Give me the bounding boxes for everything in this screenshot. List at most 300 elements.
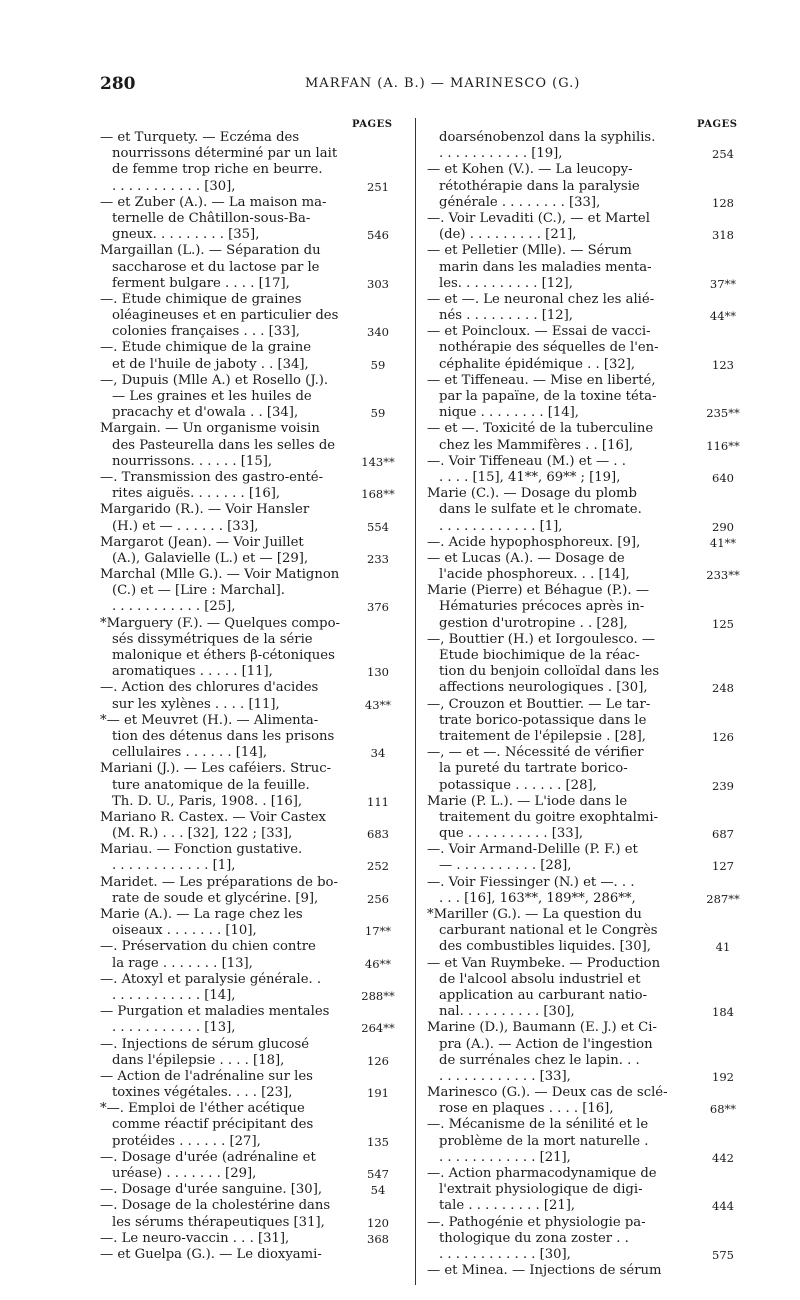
page-reference: 368 [367, 1231, 389, 1246]
entry-text: Marie (Pierre) et Béhague (P.). — [427, 583, 650, 599]
index-entry-line [427, 405, 752, 421]
index-entry-line [427, 810, 752, 826]
index-entry-line [427, 195, 752, 211]
entry-text: — et Minea. — Injections de sérum [427, 1263, 662, 1279]
entry-text: gestion d'urotropine . . [28], [439, 615, 628, 631]
entry-text: —. Acide hypophosphoreux. [9], [427, 534, 641, 550]
entry-text: —. Voir Levaditi (C.), — et Martel [427, 210, 650, 226]
page-reference: 318 [712, 228, 734, 243]
index-entry-line [100, 373, 405, 389]
index-entry-line [100, 923, 405, 939]
index-entry-line [100, 486, 405, 502]
index-entry-line [100, 858, 405, 874]
index-entry-line [100, 826, 405, 842]
index-entry-line [100, 875, 405, 891]
index-entry-line [427, 292, 752, 308]
entry-text: pra (A.). — Action de l'ingestion [439, 1036, 653, 1052]
page-reference: 264** [361, 1021, 395, 1036]
entry-text: rétothérapie dans la paralysie [439, 178, 640, 194]
entry-text: de surrénales chez le lapin. . . [439, 1052, 640, 1068]
index-column-left [100, 130, 405, 1290]
index-entry-line [427, 519, 752, 535]
index-entry-line [427, 729, 752, 745]
entry-text: que . . . . . . . . . . [33], [439, 826, 584, 842]
entry-text: — et Guelpa (G.). — Le dioxyami- [100, 1246, 322, 1262]
index-entry-line [100, 842, 405, 858]
pages-column-head-left: PAGES [352, 119, 393, 130]
index-entry-line [427, 1101, 752, 1117]
page-reference: 44** [709, 309, 737, 324]
entry-text: Marie (C.). — Dosage du plomb [427, 486, 638, 502]
entry-text: tion des détenus dans les prisons [112, 728, 335, 744]
entry-text: les. . . . . . . . . . [12], [439, 275, 573, 291]
entry-text: par la papaïne, de la toxine téta- [439, 389, 657, 404]
entry-text: —. Action des chlorures d'acides [100, 680, 319, 696]
index-entry-line [427, 972, 752, 988]
entry-text: — et Turquety. — Eczéma des [100, 130, 300, 145]
index-entry-line [100, 1231, 405, 1247]
page-reference: 254 [712, 147, 734, 162]
page-reference: 143** [361, 454, 395, 469]
index-entry-line [100, 211, 405, 227]
index-entry-line [100, 1182, 405, 1198]
page-reference: 640 [712, 470, 734, 485]
page-reference: 376 [367, 600, 389, 615]
index-entry-line [427, 923, 752, 939]
entry-text: *Marguery (F.). — Quelques compo- [100, 615, 340, 631]
page-reference: 68** [709, 1102, 737, 1117]
entry-text: nothérapie des séquelles de l'en- [439, 340, 659, 356]
entry-text: —. Mécanisme de la sénilité et le [427, 1117, 649, 1133]
index-entry-line [100, 697, 405, 713]
index-entry-line [100, 438, 405, 454]
index-entry-line [427, 470, 752, 486]
page-reference: 126 [367, 1053, 389, 1068]
entry-text: nourrissons. . . . . . [15], [112, 453, 273, 469]
page-reference: 111 [367, 794, 389, 809]
entry-text: Margarot (Jean). — Voir Juillet [100, 534, 304, 550]
index-entry-line [427, 551, 752, 567]
index-entry-line [427, 842, 752, 858]
entry-text: toxines végétales. . . . [23], [112, 1085, 293, 1101]
index-entry-line [427, 858, 752, 874]
index-entry-line [427, 1053, 752, 1069]
index-entry-line [100, 778, 405, 794]
index-entry-line [427, 599, 752, 615]
index-entry-line [427, 454, 752, 470]
index-entry-line [100, 1020, 405, 1036]
entry-text: trate borico-potassique dans le [439, 712, 647, 728]
entry-text: marin dans les maladies menta- [439, 259, 652, 275]
entry-text: —. Préservation du chien contre [100, 939, 316, 955]
page-reference: 442 [712, 1150, 734, 1165]
entry-text: Marie (A.). — La rage chez les [100, 907, 303, 922]
index-entry-line [427, 1085, 752, 1101]
index-entry-line [100, 761, 405, 777]
page-reference: 116** [706, 438, 740, 453]
index-entry-line [427, 1182, 752, 1198]
index-entry-line [100, 1037, 405, 1053]
entry-text: *— et Meuvret (H.). — Alimenta- [100, 712, 319, 728]
entry-text: générale . . . . . . . . [33], [439, 194, 601, 210]
entry-text: Mariano R. Castex. — Voir Castex [100, 809, 326, 825]
entry-text: — et Tiffeneau. — Mise en liberté, [427, 372, 656, 388]
page-reference: 252 [367, 859, 389, 874]
page-reference: 256 [367, 891, 389, 906]
entry-text: oiseaux . . . . . . . [10], [112, 923, 257, 939]
page-reference: 41** [709, 535, 737, 550]
page-reference: 59 [370, 406, 386, 421]
page-reference: 287** [706, 891, 740, 906]
index-entry-line [427, 1004, 752, 1020]
page-reference: 303 [367, 276, 389, 291]
entry-text: colonies françaises . . . [33], [112, 324, 300, 340]
index-entry-line [100, 308, 405, 324]
index-entry-line [100, 146, 405, 162]
entry-text: potassique . . . . . . [28], [439, 777, 597, 793]
index-entry-line [427, 373, 752, 389]
entry-text: — Les graines et les huiles de [112, 389, 312, 404]
entry-text: cellulaires . . . . . . [14], [112, 745, 268, 761]
index-entry-line [100, 713, 405, 729]
entry-text: —. Étude chimique de graines [100, 291, 302, 307]
index-entry-line [100, 357, 405, 373]
entry-text: céphalite épidémique . . [32], [439, 356, 636, 372]
index-entry-line [100, 162, 405, 178]
index-entry-line [100, 1053, 405, 1069]
index-entry-line [427, 567, 752, 583]
index-entry-line [100, 276, 405, 292]
entry-text: la pureté du tartrate borico- [439, 761, 628, 777]
page-reference: 46** [364, 956, 392, 971]
entry-text: rate de soude et glycérine. [9], [112, 890, 319, 906]
entry-text: ture anatomique de la feuille. [112, 777, 310, 793]
index-entry-line [100, 680, 405, 696]
index-entry-line [100, 632, 405, 648]
entry-text: malonique et éthers β-cétoniques [112, 648, 335, 663]
entry-text: oléagineuses et en particulier des [112, 308, 339, 324]
page-reference: 251 [367, 179, 389, 194]
index-entry-line [427, 243, 752, 259]
page-reference: 288** [361, 988, 395, 1003]
entry-text: —. Voir Fiessinger (N.) et —. . . [427, 874, 635, 890]
index-entry-line [100, 195, 405, 211]
page-reference: 34 [370, 746, 386, 761]
index-entry-line [100, 405, 405, 421]
index-entry-line [100, 340, 405, 356]
index-entry-line [100, 1117, 405, 1133]
entry-text: doarsénobenzol dans la syphilis. [439, 130, 656, 145]
index-entry-line [427, 680, 752, 696]
index-entry-line [100, 535, 405, 551]
index-entry-line [427, 1166, 752, 1182]
entry-text: . . . . . . . . . . . . [33], [439, 1068, 571, 1084]
index-entry-line [427, 389, 752, 405]
index-entry-line [100, 1150, 405, 1166]
index-entry-line [427, 308, 752, 324]
index-entry-line [427, 1231, 752, 1247]
entry-text: —. Action pharmacodynamique de [427, 1166, 657, 1181]
entry-text: (A.), Galavielle (L.) et — [29], [112, 550, 309, 566]
index-entry-line [427, 1069, 752, 1085]
index-entry-line [427, 761, 752, 777]
index-entry-line [100, 745, 405, 761]
entry-text: —, Bouttier (H.) et Iorgoulesco. — [427, 631, 656, 647]
entry-text: Mariau. — Fonction gustative. [100, 842, 303, 858]
index-entry-line [427, 1247, 752, 1263]
entry-text: —. Le neuro-vaccin . . . [31], [100, 1230, 290, 1246]
entry-text: saccharose et du lactose par le [112, 259, 320, 275]
entry-text: (de) . . . . . . . . . [21], [439, 227, 577, 243]
page-reference: 128 [712, 195, 734, 210]
index-entry-line [427, 648, 752, 664]
page-number: 280 [100, 74, 136, 94]
index-entry-line [427, 907, 752, 923]
index-entry-line [100, 551, 405, 567]
index-entry-line [100, 1198, 405, 1214]
entry-text: Hématuries précoces après in- [439, 599, 645, 615]
page-header [0, 74, 800, 98]
index-entry-line [100, 988, 405, 1004]
index-entry-line [100, 583, 405, 599]
entry-text: — et —. Le neuronal chez les alié- [427, 291, 655, 307]
page-reference: 127 [712, 859, 734, 874]
index-entry-line [427, 1037, 752, 1053]
entry-text: gneux. . . . . . . . . [35], [112, 227, 260, 243]
entry-text: dans le sulfate et le chromate. [439, 502, 642, 518]
entry-text: problème de la mort naturelle . [439, 1133, 649, 1149]
entry-text: . . . . . . . . . . . . [30], [439, 1246, 571, 1262]
page-reference: 444 [712, 1199, 734, 1214]
entry-text: rites aiguës. . . . . . . [16], [112, 486, 281, 502]
entry-text: — et Van Ruymbeke. — Production [427, 955, 661, 971]
page-reference: 192 [712, 1069, 734, 1084]
entry-text: Marinesco (G.). — Deux cas de sclé- [427, 1085, 668, 1101]
entry-text: sur les xylènes . . . . [11], [112, 696, 280, 712]
entry-text: —. Voir Armand-Delille (P. F.) et [427, 842, 638, 858]
entry-text: —. Dosage d'urée sanguine. [30], [100, 1182, 323, 1198]
index-entry-line [427, 875, 752, 891]
index-entry-line [427, 535, 752, 551]
entry-text: — . . . . . . . . . . [28], [439, 858, 572, 874]
page-reference: 123 [712, 357, 734, 372]
entry-text: tion du benjoin colloïdal dans les [439, 664, 660, 680]
index-entry-line [427, 664, 752, 680]
entry-text: *Mariller (G.). — La question du [427, 907, 642, 922]
index-entry-line [100, 1085, 405, 1101]
column-divider [415, 118, 416, 1285]
entry-text: —. Voir Tiffeneau (M.) et — . . [427, 453, 626, 469]
index-entry-line [427, 146, 752, 162]
index-entry-line [100, 1247, 405, 1263]
page-reference: 683 [367, 827, 389, 842]
index-entry-line [427, 1117, 752, 1133]
entry-text: (C.) et — [Lire : Marchal]. [112, 583, 285, 599]
entry-text: nal. . . . . . . . . . [30], [439, 1004, 575, 1020]
entry-text: Margarido (R.). — Voir Hansler [100, 502, 310, 518]
entry-text: et de l'huile de jaboty . . [34], [112, 356, 309, 372]
page-reference: 126 [712, 729, 734, 744]
entry-text: . . . . [15], 41**, 69** ; [19], [439, 469, 621, 485]
index-entry-line [427, 988, 752, 1004]
index-entry-line [427, 438, 752, 454]
entry-text: traitement du goitre exophtalmi- [439, 809, 659, 825]
entry-text: de l'alcool absolu industriel et [439, 971, 641, 987]
entry-text: (M. R.) . . . [32], 122 ; [33], [112, 826, 293, 842]
index-entry-line [100, 1166, 405, 1182]
entry-text: rose en plaques . . . . [16], [439, 1101, 614, 1117]
index-entry-line [427, 632, 752, 648]
entry-text: ternelle de Châtillon-sous-Ba- [112, 210, 311, 226]
index-entry-line [100, 891, 405, 907]
index-entry-line [427, 697, 752, 713]
page-reference: 233 [367, 551, 389, 566]
entry-text: . . . . . . . . . . . . [21], [439, 1149, 571, 1165]
entry-text: — et Poincloux. — Essai de vacci- [427, 324, 651, 340]
index-entry-line [100, 1215, 405, 1231]
entry-text: Marine (D.), Baumann (E. J.) et Ci- [427, 1020, 657, 1036]
index-entry-line [100, 470, 405, 486]
page-reference: 290 [712, 519, 734, 534]
index-entry-line [427, 324, 752, 340]
index-entry-line [427, 260, 752, 276]
index-entry-line [427, 745, 752, 761]
entry-text: protéides . . . . . . [27], [112, 1133, 261, 1149]
index-entry-line [427, 227, 752, 243]
page-reference: 235** [706, 406, 740, 421]
page-reference: 17** [364, 924, 392, 939]
index-entry-line [427, 1263, 752, 1279]
index-entry-line [427, 211, 752, 227]
index-entry-line [427, 616, 752, 632]
entry-text: — Action de l'adrénaline sur les [100, 1068, 313, 1084]
index-entry-line [427, 583, 752, 599]
index-entry-line [427, 956, 752, 972]
index-entry-line [427, 502, 752, 518]
index-entry-line [100, 1069, 405, 1085]
index-entry-line [100, 519, 405, 535]
entry-text: . . . . . . . . . . . . [1], [439, 518, 563, 534]
index-entry-line [427, 1198, 752, 1214]
entry-text: nés . . . . . . . . . [12], [439, 308, 573, 324]
index-entry-line [427, 486, 752, 502]
entry-text: — Purgation et maladies mentales [100, 1004, 330, 1020]
index-column-right [427, 130, 752, 1290]
entry-text: Margaillan (L.). — Séparation du [100, 243, 321, 259]
index-entry-line [100, 1004, 405, 1020]
index-entry-line [100, 567, 405, 583]
entry-text: . . . [16], 163**, 189**, 286**, [439, 890, 636, 906]
entry-text: — et Lucas (A.). — Dosage de [427, 550, 625, 566]
entry-text: . . . . . . . . . . . [13], [112, 1020, 236, 1036]
page-reference: 43** [364, 697, 392, 712]
index-entry-line [100, 810, 405, 826]
index-entry-line [427, 357, 752, 373]
entry-text: la rage . . . . . . . [13], [112, 955, 253, 971]
entry-text: affections neurologiques . [30], [439, 680, 648, 696]
pages-column-head-right: PAGES [697, 119, 738, 130]
index-entry-line [100, 260, 405, 276]
page-reference: 54 [370, 1183, 386, 1198]
page-reference: 575 [712, 1247, 734, 1262]
entry-text: —, Dupuis (Mlle A.) et Rosello (J.). [100, 372, 329, 388]
page-reference: 130 [367, 665, 389, 680]
entry-text: . . . . . . . . . . . [14], [112, 987, 236, 1003]
page-reference: 547 [367, 1167, 389, 1181]
entry-text: thologique du zona zoster . . [439, 1230, 629, 1246]
page-reference: 120 [367, 1215, 389, 1230]
entry-text: —, Crouzon et Bouttier. — Le tar- [427, 696, 651, 712]
entry-text: l'acide phosphoreux. . . [14], [439, 567, 630, 583]
index-entry-line [100, 1101, 405, 1117]
entry-text: Marchal (Mlle G.). — Voir Matignon [100, 567, 340, 583]
entry-text: sés dissymétriques de la série [112, 631, 313, 647]
entry-text: nourrissons déterminé par un lait [112, 146, 338, 162]
entry-text: comme réactif précipitant des [112, 1117, 314, 1133]
index-entry-line [100, 939, 405, 955]
entry-text: . . . . . . . . . . . [19], [439, 146, 563, 162]
entry-text: —, — et —. Nécessité de vérifier [427, 745, 644, 761]
index-entry-line [427, 1134, 752, 1150]
index-entry-line [100, 179, 405, 195]
index-entry-line [427, 340, 752, 356]
entry-text: chez les Mammifères . . [16], [439, 437, 634, 453]
index-entry-line [100, 292, 405, 308]
entry-text: . . . . . . . . . . . [25], [112, 599, 236, 615]
index-entry-line [100, 324, 405, 340]
index-entry-line [427, 162, 752, 178]
entry-text: —. Dosage d'urée (adrénaline et [100, 1149, 316, 1165]
page-reference: 37** [709, 276, 737, 291]
page-reference: 41 [715, 940, 731, 955]
entry-text: . . . . . . . . . . . . [1], [112, 858, 236, 874]
index-entry-line [427, 891, 752, 907]
entry-text: les sérums thérapeutiques [31], [112, 1214, 325, 1230]
page-reference: 233** [706, 568, 740, 583]
index-entry-line [427, 826, 752, 842]
entry-text: —. Atoxyl et paralysie générale. . [100, 971, 322, 987]
entry-text: —. Dosage de la cholestérine dans [100, 1198, 331, 1214]
entry-text: Étude biochimique de la réac- [439, 648, 640, 663]
index-entry-line [100, 243, 405, 259]
page-reference: 239 [712, 778, 734, 793]
index-entry-line [100, 421, 405, 437]
index-entry-line [100, 130, 405, 146]
entry-text: — et Kohen (V.). — La leucopy- [427, 162, 633, 178]
entry-text: — et Pelletier (Mlle). — Sérum [427, 243, 632, 259]
page-reference: 168** [361, 487, 395, 502]
entry-text: —. Injections de sérum glucosé [100, 1036, 310, 1052]
entry-text: Mariani (J.). — Les caféiers. Struc- [100, 761, 332, 777]
entry-text: —. Transmission des gastro-enté- [100, 469, 324, 485]
page-reference: 184 [712, 1005, 734, 1020]
entry-text: *—. Emploi de l'éther acétique [100, 1101, 305, 1117]
entry-text: tale . . . . . . . . . [21], [439, 1198, 576, 1214]
page-reference: 687 [712, 827, 734, 842]
index-entry-line [427, 794, 752, 810]
entry-text: carburant national et le Congrès [439, 923, 658, 939]
page-reference: 546 [367, 228, 389, 243]
entry-text: nique . . . . . . . . [14], [439, 405, 579, 421]
entry-text: Maridet. — Les préparations de bo- [100, 874, 338, 890]
entry-text: des combustibles liquides. [30], [439, 939, 651, 955]
entry-text: — et —. Toxicité de la tuberculine [427, 421, 654, 437]
page-reference: 340 [367, 325, 389, 340]
entry-text: pracachy et d'owala . . [34], [112, 405, 299, 421]
index-entry-line [100, 794, 405, 810]
index-entry-line [100, 648, 405, 664]
index-entry-line [427, 713, 752, 729]
